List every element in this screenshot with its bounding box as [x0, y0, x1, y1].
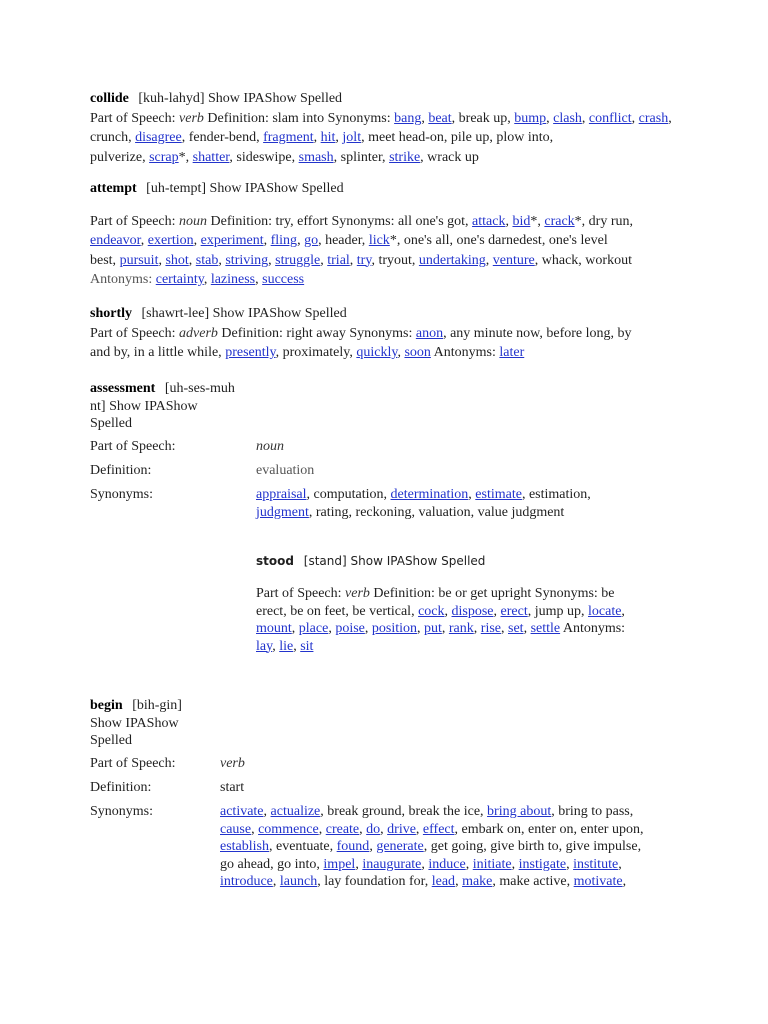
definition-value: start	[220, 780, 245, 795]
synonym-text: jump up,	[531, 603, 588, 619]
synonym-text: best,	[90, 252, 120, 268]
synonym-text: meet head-on, pile up, plow into,	[364, 130, 554, 145]
synonym-link[interactable]: commence	[258, 821, 319, 837]
pronunciation: [uh-ses-muh nt]	[90, 381, 235, 414]
antonyms-label: Antonyms:	[562, 621, 626, 636]
synonym-text: eventuate,	[272, 839, 337, 854]
synonym-link[interactable]: jolt	[342, 130, 362, 145]
synonym-link[interactable]: conflict	[588, 110, 632, 126]
synonym-link[interactable]: impel	[323, 856, 356, 872]
definition-value: right away	[286, 325, 346, 341]
synonym-link[interactable]: strike	[389, 149, 421, 165]
pos-value: noun	[179, 213, 208, 229]
show-ipa-link[interactable]: Show IPAShow	[90, 715, 179, 731]
synonym-link[interactable]: bang	[394, 110, 422, 126]
pronunciation: [kuh-lahyd]	[138, 91, 205, 106]
synonyms-list: appraisal, computation, determination, estimate, estimation, judgment, rating, reckoning, valuation, value judgment	[256, 487, 591, 520]
synonym-text: and by, in a little while,	[90, 345, 226, 360]
synonym-link[interactable]: found	[336, 839, 370, 854]
synonym-link[interactable]: experiment	[200, 233, 264, 248]
synonym-link[interactable]: locate	[588, 603, 622, 619]
pos-label: Part of Speech:	[256, 586, 342, 601]
synonym-link[interactable]: appraisal	[256, 487, 307, 502]
synonym-text: erect, be on feet, be vertical,	[256, 603, 419, 619]
headword-line	[90, 89, 690, 109]
synonym-link[interactable]: drive	[387, 821, 416, 837]
pos-value: verb	[179, 110, 204, 126]
synonym-text: crunch,	[90, 130, 136, 145]
entry-assessment-header	[90, 380, 240, 433]
synonym-link[interactable]: initiate	[472, 856, 512, 872]
entry-attempt	[90, 179, 690, 290]
synonym-link[interactable]: place	[298, 621, 329, 636]
antonym-link[interactable]: lie	[279, 638, 294, 654]
antonym-link[interactable]: later	[499, 345, 525, 360]
antonym-link[interactable]: success	[262, 272, 305, 287]
synonym-link[interactable]: do	[366, 821, 381, 837]
synonym-text: sideswipe,	[232, 149, 299, 165]
synonym-link[interactable]: generate	[376, 839, 424, 854]
entry-body: Part of Speech: verb Definition: slam into Synonyms: bang, beat, break up, bump, clash, conflict, crash, crunch, disagree, fender-bend, fragment, hit, jolt, meet head-on, pile up, plow into, pulverize, scrap*, shatter, sideswipe, smash, splinter, strike, wrack up	[90, 110, 672, 165]
synonym-text: header,	[321, 233, 369, 248]
synonym-link[interactable]: crash	[638, 110, 669, 126]
synonym-text: get going, give birth to, give impulse,	[427, 839, 642, 854]
synonym-link[interactable]: rise	[480, 621, 501, 636]
pos-label: Part of Speech:	[90, 110, 176, 126]
synonym-link[interactable]: scrap	[149, 149, 179, 165]
synonym-text: computation,	[310, 487, 391, 502]
synonym-link[interactable]: fragment	[263, 130, 314, 145]
synonym-link[interactable]: quickly	[356, 345, 398, 360]
headword: stood	[256, 554, 294, 568]
pos-value: noun	[256, 439, 284, 454]
synonym-link[interactable]: put	[424, 621, 442, 636]
antonym-link[interactable]: certainty	[155, 272, 204, 287]
show-ipa-link[interactable]: Show IPAShow Spelled	[212, 306, 347, 321]
definition-value: try, effort	[275, 213, 328, 229]
entry-stood-header	[256, 552, 656, 572]
synonym-link[interactable]: institute	[573, 856, 619, 872]
synonym-link[interactable]: mount	[256, 621, 292, 636]
synonym-link[interactable]: fling	[270, 233, 298, 248]
synonym-link[interactable]: create	[325, 821, 360, 837]
synonym-link[interactable]: bring about	[487, 804, 552, 819]
synonym-link[interactable]: introduce	[220, 874, 273, 889]
pos-label: Part of Speech:	[90, 439, 176, 454]
show-ipa-link[interactable]: Show IPAShow Spelled	[207, 91, 343, 106]
synonym-link[interactable]: cock	[418, 603, 445, 619]
synonym-link[interactable]: effect	[422, 821, 455, 837]
synonym-link[interactable]: undertaking	[418, 252, 486, 268]
synonym-link[interactable]: try	[356, 252, 372, 268]
synonym-text: *, dry run,	[574, 213, 633, 229]
headword: attempt	[90, 181, 137, 196]
synonym-link[interactable]: poise	[335, 621, 365, 636]
synonym-text: bring to pass,	[554, 804, 634, 819]
pronunciation: [shawrt-lee]	[141, 306, 210, 321]
synonym-text: estimation,	[525, 487, 591, 502]
synonym-link[interactable]: presently	[225, 345, 276, 360]
synonym-text: proximately,	[279, 345, 357, 360]
synonyms-label: Synonyms:	[331, 213, 395, 229]
synonyms-label: Synonyms:	[90, 804, 154, 819]
pos-value: verb	[220, 756, 245, 771]
definition-value: evaluation	[256, 463, 315, 478]
antonym-link[interactable]: lay	[256, 638, 273, 654]
synonyms-label: Synonyms:	[349, 325, 413, 341]
headword: begin	[90, 698, 123, 713]
headword: assessment	[90, 381, 156, 396]
antonyms-label: Antonyms:	[90, 272, 153, 287]
synonym-text: break up,	[455, 110, 515, 126]
antonyms-label: Antonyms:	[433, 345, 496, 360]
synonym-link[interactable]: attack	[472, 213, 506, 229]
synonym-link[interactable]: activate	[220, 804, 264, 819]
show-ipa-link[interactable]: Show IPAShow Spelled	[350, 554, 486, 568]
synonym-text: *,	[530, 213, 545, 229]
synonym-link[interactable]: motivate	[573, 874, 623, 889]
pos-label: Part of Speech:	[90, 213, 176, 229]
entry-body: Part of Speech: adverb Definition: right away Synonyms: anon, any minute now, before long, by and by, in a little while, presently, proximately, quickly, soon Antonyms: later	[90, 325, 632, 360]
entry-body: Part of Speech: noun Definition: try, effort Synonyms: all one's got, attack, bid*, crack*, dry run, endeavor, exertion, experiment, fling, go, header, lick*, one's all, one's darnedest, one's level best, pursuit, shot, stab, striving, struggle, trial, try, tryout, undertaking, venture, whack, workout Antonyms: certainty, laziness, success	[90, 213, 633, 287]
synonym-link[interactable]: smash	[298, 149, 334, 165]
synonym-text: *, one's all, one's darnedest, one's level	[389, 233, 608, 248]
synonyms-label: Synonyms:	[534, 586, 598, 601]
synonym-text: go ahead, go into,	[220, 856, 324, 872]
synonym-text: whack, workout	[538, 252, 632, 268]
synonym-link[interactable]: launch	[279, 874, 318, 889]
synonym-link[interactable]: estimate	[475, 487, 522, 502]
definition-label: Definition:	[90, 780, 152, 795]
synonym-link[interactable]: actualize	[270, 804, 321, 819]
synonym-text: lay foundation for,	[320, 874, 432, 889]
synonym-link[interactable]: struggle	[275, 252, 321, 268]
synonym-link[interactable]: go	[304, 233, 319, 248]
synonym-link[interactable]: pursuit	[119, 252, 159, 268]
pos-value: adverb	[179, 325, 218, 341]
synonyms-list: activate, actualize, break ground, break the ice, bring about, bring to pass, cause, commence, create, do, drive, effect, embark on, enter on, enter upon, establish, eventuate, found, generate, get going, give birth to, give impulse, go ahead, go into, impel, inaugurate, induce, initiate, instigate, institute, introduce, launch, lay foundation for, lead, make, make active, motivate,	[220, 804, 644, 889]
synonym-link[interactable]: erect	[500, 603, 528, 619]
antonym-link[interactable]: laziness	[210, 272, 256, 287]
synonym-link[interactable]: cause	[220, 821, 252, 837]
show-ipa-link[interactable]: Show IPAShow Spelled	[209, 181, 344, 196]
show-ipa-link-cont[interactable]: Spelled	[90, 733, 132, 748]
synonym-link[interactable]: striving	[225, 252, 269, 268]
synonym-link[interactable]: settle	[530, 621, 561, 636]
synonym-text: pulverize,	[90, 149, 150, 165]
definition-label: Definition:	[90, 463, 152, 478]
synonym-link[interactable]: lead	[431, 874, 456, 889]
synonym-link[interactable]: disagree	[135, 130, 182, 145]
synonym-link[interactable]: shatter	[192, 149, 230, 165]
synonym-link[interactable]: determination	[390, 487, 469, 502]
entry-begin-header	[90, 697, 240, 750]
definition-label: Definition:	[373, 586, 435, 601]
synonyms-label: Synonyms:	[327, 110, 391, 126]
definition-value: be or get upright	[438, 586, 532, 601]
synonym-text: embark on, enter on, enter upon,	[458, 821, 644, 837]
entry-collide	[90, 89, 690, 167]
synonym-link[interactable]: establish	[220, 839, 269, 854]
synonym-link[interactable]: beat	[428, 110, 452, 126]
synonyms-label: Synonyms:	[90, 487, 154, 502]
headword-line	[90, 179, 690, 199]
synonym-text: be	[597, 586, 615, 601]
synonym-text: splinter,	[337, 149, 390, 165]
headword: shortly	[90, 306, 132, 321]
definition-label: Definition:	[210, 213, 272, 229]
synonym-link[interactable]: hit	[320, 130, 336, 145]
pronunciation: [uh-tempt]	[146, 181, 207, 196]
synonym-link[interactable]: position	[371, 621, 417, 636]
definition-value: slam into	[272, 110, 325, 126]
pronunciation: [stand]	[303, 554, 347, 568]
pos-value: verb	[345, 586, 370, 601]
pronunciation: [bih-gin]	[132, 698, 182, 713]
synonym-link[interactable]: crack	[544, 213, 575, 229]
synonym-text: fender-bend,	[185, 130, 264, 145]
synonym-link[interactable]: inaugurate	[362, 856, 422, 872]
synonym-link[interactable]: rank	[448, 621, 474, 636]
synonym-link[interactable]: set	[508, 621, 524, 636]
synonym-text: break ground, break the ice,	[323, 804, 488, 819]
entry-stood-body: Part of Speech: verb Definition: be or get upright Synonyms: be erect, be on feet, be vertical, cock, dispose, erect, jump up, locate, mount, place, poise, position, put, rank, rise, set, settle Antonyms: lay, lie, sit	[256, 586, 626, 654]
pos-label: Part of Speech:	[90, 325, 176, 341]
pos-label: Part of Speech:	[90, 756, 176, 771]
synonym-link[interactable]: trial	[327, 252, 350, 268]
synonym-link[interactable]: clash	[553, 110, 582, 126]
headword: collide	[90, 91, 129, 106]
synonym-link[interactable]: soon	[404, 345, 431, 360]
definition-label: Definition:	[221, 325, 283, 341]
synonym-link[interactable]: make	[462, 874, 493, 889]
synonym-link[interactable]: dispose	[451, 603, 494, 619]
synonym-link[interactable]: bid	[512, 213, 531, 229]
synonym-link[interactable]: induce	[428, 856, 466, 872]
synonym-link[interactable]: venture	[492, 252, 535, 268]
antonym-link[interactable]: sit	[300, 638, 314, 654]
definition-label: Definition:	[207, 110, 269, 126]
synonym-link[interactable]: instigate	[518, 856, 567, 872]
entry-shortly	[90, 304, 690, 363]
synonym-link[interactable]: shot	[165, 252, 189, 268]
headword-line	[90, 304, 690, 324]
synonym-link[interactable]: anon	[415, 325, 444, 341]
synonym-text: *,	[178, 149, 193, 165]
show-ipa-link[interactable]: Show IPAShow Spelled	[90, 398, 198, 431]
synonym-text: rating, reckoning, valuation, value judgment	[312, 504, 565, 520]
synonym-text: tryout,	[374, 252, 419, 268]
synonym-link[interactable]: lick	[368, 233, 390, 248]
synonym-text: wrack up	[423, 149, 479, 165]
synonym-link[interactable]: judgment	[256, 504, 309, 520]
synonym-link[interactable]: bump	[514, 110, 547, 126]
synonym-link[interactable]: exertion	[147, 233, 194, 248]
synonym-link[interactable]: endeavor	[90, 233, 141, 248]
synonym-text: all one's got,	[394, 213, 473, 229]
synonym-link[interactable]: stab	[195, 252, 219, 268]
synonym-text: make active,	[495, 874, 574, 889]
synonym-text: any minute now, before long, by	[446, 325, 632, 341]
